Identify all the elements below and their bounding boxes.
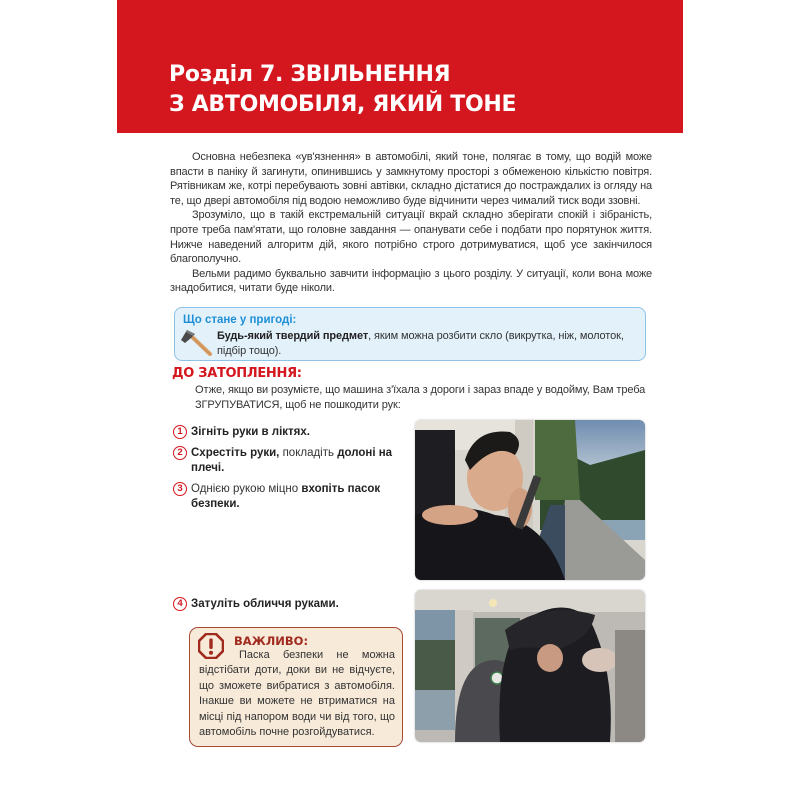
intro-paragraph: Основна небезпека «ув'язнення» в автомобілі, який тоне, полягає в тому, що водій може впасти в паніку й загинути, опинившись у замкнутому просторі з обмеженою кількістю повітря. Рятівникам же, котрі перебувають зовні автівки, складно дістатися до постраждалих із огляду на те, що двері автомобіля під водою неможливо буде відчинити через чималий тиск води ззовні. <box>170 151 652 207</box>
section-heading: ДО ЗАТОПЛЕННЯ: <box>172 366 302 381</box>
hammer-icon <box>179 326 213 356</box>
step-item <box>173 425 403 440</box>
warning-box <box>189 627 403 747</box>
chapter-title <box>169 60 516 120</box>
step-text: Схрестіть руки, <box>191 447 283 459</box>
step-number-icon: 4 <box>173 597 187 611</box>
photo-illustration <box>415 420 645 580</box>
step-number-icon: 3 <box>173 482 187 496</box>
tip-text-bold: Будь-який твердий предмет <box>217 330 369 342</box>
step-text: Однією рукою міцно <box>191 483 302 495</box>
warning-title: ВАЖЛИВО: <box>234 634 309 648</box>
photo-person-covering-face <box>415 590 645 742</box>
page <box>117 0 683 800</box>
step-item <box>173 446 403 476</box>
intro-paragraph: Зрозуміло, що в такій екстремальній ситуації вкрай складно зберігати спокій і зібраність, проте треба пам'ятати, що головне завдання — опанувати себе і подбати про порятунок життя. Нижче наведений алгоритм дій, якого потрібно строго дотримуватися, щоб усе закінчилося благополучно. <box>170 209 652 266</box>
photo-illustration <box>415 590 645 742</box>
step-text: долоні на плечі. <box>191 447 393 474</box>
steps-list <box>173 425 403 518</box>
warning-text: Паска безпеки не можна відстібати доти, доки ви не відчуєте, що зможете вибратися з автомобіля. Інакше ви можете не втриматися на місці під напором води чи від того, що автомобіль почне розгойдуватися. <box>199 649 395 739</box>
chapter-banner <box>117 0 683 133</box>
step-item <box>173 597 421 612</box>
tip-title: Що стане у пригоді: <box>183 314 297 326</box>
tip-box <box>174 307 646 361</box>
step-item <box>173 482 403 512</box>
step-number-icon: 2 <box>173 446 187 460</box>
section-text: Отже, якщо ви розумієте, що машина з'їхала з дороги і зараз впаде у водойму, Вам треба ЗГРУПУВАТИСЯ, щоб не пошкодити рук: <box>195 384 646 412</box>
step-number-icon: 1 <box>173 425 187 439</box>
photo-man-holding-seatbelt <box>415 420 645 580</box>
chapter-title-line1: Розділ 7. ЗВІЛЬНЕННЯ <box>169 62 451 87</box>
tip-text-rest: , яким можна розбити скло (викрутка, ніж, молоток, підбір тощо). <box>217 330 624 357</box>
step-text: вхопіть пасок безпеки. <box>191 483 381 510</box>
tip-text <box>217 329 637 358</box>
step-text: покладіть <box>282 447 338 459</box>
chapter-title-line2: З АВТОМОБІЛЯ, ЯКИЙ ТОНЕ <box>169 92 517 117</box>
step-text: Зігніть руки в ліктях. <box>191 426 310 438</box>
intro-paragraph: Вельми радимо буквально завчити інформацію з цього розділу. У ситуації, коли вона може знадобитися, читати буде ніколи. <box>170 267 652 295</box>
step-text: Затуліть обличчя руками. <box>191 598 339 610</box>
intro-text <box>170 150 652 296</box>
